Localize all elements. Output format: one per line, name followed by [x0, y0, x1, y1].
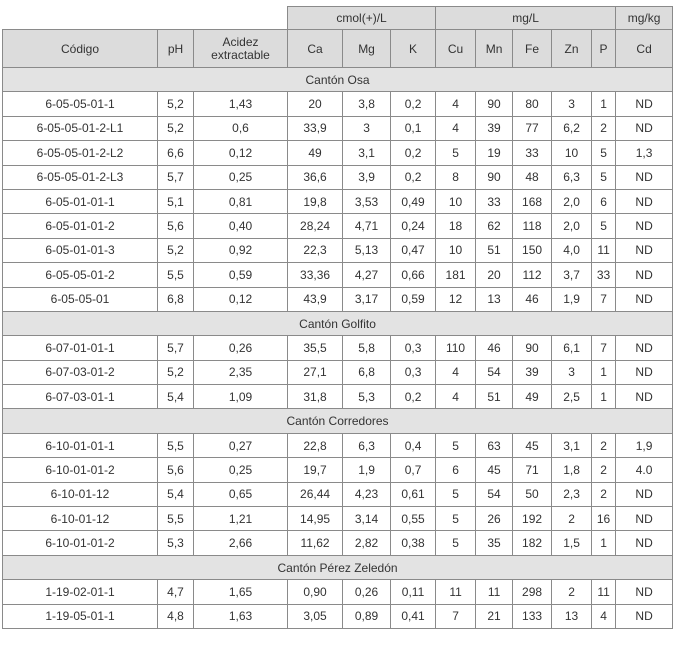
table-cell: 5,7: [158, 336, 194, 360]
table-cell: 6-05-05-01-2-L3: [3, 165, 158, 189]
table-cell: 33: [476, 189, 513, 213]
table-cell: 3: [343, 116, 391, 140]
table-cell: 1,09: [194, 385, 288, 409]
table-cell: ND: [616, 238, 673, 262]
table-cell: 0,25: [194, 165, 288, 189]
table-cell: 6-05-01-01-2: [3, 214, 158, 238]
table-cell: 7: [592, 287, 616, 311]
table-cell: 4: [436, 385, 476, 409]
table-cell: 33,9: [288, 116, 343, 140]
table-cell: 0,59: [391, 287, 436, 311]
table-cell: 10: [436, 189, 476, 213]
table-row: [3, 433, 673, 457]
table-cell: 5,8: [343, 336, 391, 360]
table-cell: 2: [592, 458, 616, 482]
col-header-mn: Mn: [476, 30, 513, 68]
col-header-k: K: [391, 30, 436, 68]
table-row: [3, 507, 673, 531]
table-row: [3, 189, 673, 213]
table-cell: 2: [592, 116, 616, 140]
table-cell: 11: [592, 580, 616, 604]
table-cell: 2: [552, 507, 592, 531]
table-cell: 0,27: [194, 433, 288, 457]
table-cell: 1,9: [616, 433, 673, 457]
table-cell: 3,17: [343, 287, 391, 311]
table-cell: 1,43: [194, 92, 288, 116]
table-cell: 28,24: [288, 214, 343, 238]
table-cell: 0,65: [194, 482, 288, 506]
table-cell: 10: [552, 141, 592, 165]
table-cell: 5,6: [158, 214, 194, 238]
table-cell: 2,66: [194, 531, 288, 555]
table-cell: 21: [476, 604, 513, 628]
col-header-cu: Cu: [436, 30, 476, 68]
table-cell: 62: [476, 214, 513, 238]
table-cell: 5,6: [158, 458, 194, 482]
table-cell: 1,5: [552, 531, 592, 555]
table-cell: 0,2: [391, 141, 436, 165]
table-cell: 31,8: [288, 385, 343, 409]
table-row: [3, 116, 673, 140]
column-header-row: [3, 30, 673, 68]
table-cell: 3,7: [552, 263, 592, 287]
table-cell: 1: [592, 92, 616, 116]
table-cell: 3,1: [552, 433, 592, 457]
table-cell: 16: [592, 507, 616, 531]
table-cell: 11: [476, 580, 513, 604]
table-cell: 3,53: [343, 189, 391, 213]
table-cell: 45: [476, 458, 513, 482]
table-cell: 90: [476, 92, 513, 116]
table-cell: 1,63: [194, 604, 288, 628]
table-cell: 3,14: [343, 507, 391, 531]
table-cell: 133: [513, 604, 552, 628]
table-cell: 5,2: [158, 360, 194, 384]
blank-corner: [3, 7, 288, 30]
table-cell: 5: [436, 482, 476, 506]
table-cell: ND: [616, 92, 673, 116]
table-cell: 0,11: [391, 580, 436, 604]
table-cell: 0,1: [391, 116, 436, 140]
group-header-cmol: cmol(+)/L: [288, 7, 436, 30]
table-cell: 5: [436, 433, 476, 457]
table-cell: 4,71: [343, 214, 391, 238]
table-cell: 36,6: [288, 165, 343, 189]
table-cell: 6-05-05-01-2-L2: [3, 141, 158, 165]
table-cell: 5: [436, 141, 476, 165]
table-cell: 20: [288, 92, 343, 116]
table-cell: 4,8: [158, 604, 194, 628]
table-cell: 49: [288, 141, 343, 165]
table-cell: 4: [436, 360, 476, 384]
table-cell: 0,25: [194, 458, 288, 482]
table-cell: 0,26: [343, 580, 391, 604]
table-cell: 0,49: [391, 189, 436, 213]
table-cell: ND: [616, 507, 673, 531]
section-title: Cantón Pérez Zeledón: [3, 555, 673, 579]
table-cell: 51: [476, 238, 513, 262]
table-cell: 33: [513, 141, 552, 165]
table-cell: ND: [616, 336, 673, 360]
table-cell: 63: [476, 433, 513, 457]
table-cell: ND: [616, 287, 673, 311]
table-cell: 5: [436, 507, 476, 531]
table-cell: 6: [436, 458, 476, 482]
table-cell: 1-19-02-01-1: [3, 580, 158, 604]
table-cell: ND: [616, 214, 673, 238]
table-row: [3, 360, 673, 384]
table-cell: 192: [513, 507, 552, 531]
table-cell: 0,47: [391, 238, 436, 262]
table-cell: 182: [513, 531, 552, 555]
table-cell: 6: [592, 189, 616, 213]
table-cell: 5,4: [158, 482, 194, 506]
table-cell: 6-05-05-01: [3, 287, 158, 311]
table-row: [3, 604, 673, 628]
table-cell: 6,8: [343, 360, 391, 384]
table-cell: 298: [513, 580, 552, 604]
table-cell: 18: [436, 214, 476, 238]
table-cell: 3,05: [288, 604, 343, 628]
col-header-mg: Mg: [343, 30, 391, 68]
table-cell: 6-05-01-01-3: [3, 238, 158, 262]
table-cell: 0,12: [194, 287, 288, 311]
table-cell: 4: [436, 92, 476, 116]
table-cell: 5,2: [158, 238, 194, 262]
section-row: [3, 555, 673, 579]
table-cell: 0,81: [194, 189, 288, 213]
table-cell: 5,3: [158, 531, 194, 555]
table-cell: 5: [592, 214, 616, 238]
table-cell: 39: [476, 116, 513, 140]
table-cell: 0,92: [194, 238, 288, 262]
table-row: [3, 214, 673, 238]
section-row: [3, 68, 673, 92]
table-cell: ND: [616, 482, 673, 506]
table-cell: 48: [513, 165, 552, 189]
table-cell: 150: [513, 238, 552, 262]
table-cell: 20: [476, 263, 513, 287]
soil-analysis-table-container: [2, 6, 661, 629]
table-cell: 4,0: [552, 238, 592, 262]
table-row: [3, 580, 673, 604]
table-cell: 11: [436, 580, 476, 604]
table-cell: 7: [436, 604, 476, 628]
table-cell: 0,6: [194, 116, 288, 140]
table-cell: 0,4: [391, 433, 436, 457]
table-cell: 6-10-01-12: [3, 507, 158, 531]
table-row: [3, 263, 673, 287]
table-cell: 4.0: [616, 458, 673, 482]
col-header-fe: Fe: [513, 30, 552, 68]
table-cell: 6-10-01-01-2: [3, 531, 158, 555]
table-cell: 6-10-01-01-1: [3, 433, 158, 457]
table-cell: 90: [476, 165, 513, 189]
table-cell: 1: [592, 385, 616, 409]
table-cell: ND: [616, 165, 673, 189]
table-cell: 0,89: [343, 604, 391, 628]
table-cell: 54: [476, 360, 513, 384]
table-cell: 5,5: [158, 263, 194, 287]
table-cell: 27,1: [288, 360, 343, 384]
table-cell: 6-07-01-01-1: [3, 336, 158, 360]
table-cell: 45: [513, 433, 552, 457]
table-cell: 35,5: [288, 336, 343, 360]
table-cell: 77: [513, 116, 552, 140]
table-cell: ND: [616, 580, 673, 604]
table-cell: 8: [436, 165, 476, 189]
table-cell: 6-05-05-01-2-L1: [3, 116, 158, 140]
table-cell: 6-05-01-01-1: [3, 189, 158, 213]
table-cell: 118: [513, 214, 552, 238]
table-cell: 3,8: [343, 92, 391, 116]
table-cell: 6-07-03-01-1: [3, 385, 158, 409]
table-cell: 2,3: [552, 482, 592, 506]
table-cell: 19: [476, 141, 513, 165]
table-row: [3, 165, 673, 189]
table-cell: 0,61: [391, 482, 436, 506]
table-cell: 11,62: [288, 531, 343, 555]
table-cell: 4,23: [343, 482, 391, 506]
table-row: [3, 531, 673, 555]
table-cell: 3: [552, 360, 592, 384]
table-cell: 5,7: [158, 165, 194, 189]
col-header-acidez: Acidez extractable: [194, 30, 288, 68]
table-cell: ND: [616, 263, 673, 287]
table-cell: 0,2: [391, 165, 436, 189]
table-cell: 6-05-05-01-2: [3, 263, 158, 287]
table-cell: 0,12: [194, 141, 288, 165]
section-title: Cantón Golfito: [3, 311, 673, 335]
table-cell: 6,3: [552, 165, 592, 189]
table-cell: 33,36: [288, 263, 343, 287]
table-cell: 1,65: [194, 580, 288, 604]
table-cell: ND: [616, 385, 673, 409]
table-cell: 5,1: [158, 189, 194, 213]
table-cell: 0,3: [391, 336, 436, 360]
table-row: [3, 336, 673, 360]
col-header-cd: Cd: [616, 30, 673, 68]
col-header-ca: Ca: [288, 30, 343, 68]
table-cell: 0,40: [194, 214, 288, 238]
table-row: [3, 141, 673, 165]
table-cell: 0,66: [391, 263, 436, 287]
table-cell: ND: [616, 360, 673, 384]
table-cell: 90: [513, 336, 552, 360]
table-cell: 1,8: [552, 458, 592, 482]
table-cell: 168: [513, 189, 552, 213]
table-cell: 49: [513, 385, 552, 409]
table-cell: 6-05-05-01-1: [3, 92, 158, 116]
table-cell: 110: [436, 336, 476, 360]
table-cell: 6,3: [343, 433, 391, 457]
section-row: [3, 409, 673, 433]
table-cell: 2,82: [343, 531, 391, 555]
table-cell: 5: [592, 165, 616, 189]
table-cell: 4,7: [158, 580, 194, 604]
table-cell: ND: [616, 531, 673, 555]
table-cell: 10: [436, 238, 476, 262]
section-title: Cantón Osa: [3, 68, 673, 92]
table-cell: 26,44: [288, 482, 343, 506]
col-header-ph: pH: [158, 30, 194, 68]
table-cell: 71: [513, 458, 552, 482]
table-cell: 0,38: [391, 531, 436, 555]
table-row: [3, 238, 673, 262]
table-cell: 50: [513, 482, 552, 506]
table-row: [3, 458, 673, 482]
table-cell: 5: [436, 531, 476, 555]
table-cell: 12: [436, 287, 476, 311]
table-cell: 80: [513, 92, 552, 116]
table-cell: 39: [513, 360, 552, 384]
table-cell: 46: [513, 287, 552, 311]
table-cell: 2: [552, 580, 592, 604]
table-cell: 2: [592, 482, 616, 506]
table-cell: 22,8: [288, 433, 343, 457]
table-cell: 6-07-03-01-2: [3, 360, 158, 384]
table-cell: 5: [592, 141, 616, 165]
table-cell: 0,2: [391, 385, 436, 409]
table-cell: 13: [476, 287, 513, 311]
table-cell: 4: [592, 604, 616, 628]
table-cell: 19,8: [288, 189, 343, 213]
table-cell: 6-10-01-01-2: [3, 458, 158, 482]
table-cell: 1,9: [552, 287, 592, 311]
table-cell: 2,0: [552, 189, 592, 213]
table-cell: 1-19-05-01-1: [3, 604, 158, 628]
table-cell: 1: [592, 360, 616, 384]
table-cell: 0,24: [391, 214, 436, 238]
table-cell: 2,0: [552, 214, 592, 238]
table-cell: 0,7: [391, 458, 436, 482]
table-cell: 181: [436, 263, 476, 287]
table-cell: 26: [476, 507, 513, 531]
table-cell: 0,90: [288, 580, 343, 604]
table-cell: 0,41: [391, 604, 436, 628]
table-cell: 43,9: [288, 287, 343, 311]
table-row: [3, 92, 673, 116]
table-cell: 6,8: [158, 287, 194, 311]
soil-analysis-table: [2, 6, 673, 629]
table-body: [3, 68, 673, 629]
table-cell: 5,2: [158, 92, 194, 116]
table-cell: 19,7: [288, 458, 343, 482]
table-cell: 5,5: [158, 507, 194, 531]
table-cell: 11: [592, 238, 616, 262]
table-cell: 1: [592, 531, 616, 555]
table-cell: 6,1: [552, 336, 592, 360]
table-cell: 0,26: [194, 336, 288, 360]
table-cell: 3: [552, 92, 592, 116]
table-row: [3, 385, 673, 409]
table-cell: 0,3: [391, 360, 436, 384]
table-cell: 5,13: [343, 238, 391, 262]
table-cell: 3,1: [343, 141, 391, 165]
table-cell: 7: [592, 336, 616, 360]
table-cell: 5,2: [158, 116, 194, 140]
table-cell: 5,3: [343, 385, 391, 409]
table-cell: 33: [592, 263, 616, 287]
table-cell: ND: [616, 604, 673, 628]
table-cell: 14,95: [288, 507, 343, 531]
table-cell: 6-10-01-12: [3, 482, 158, 506]
table-cell: 13: [552, 604, 592, 628]
table-cell: 2,35: [194, 360, 288, 384]
table-cell: 4,27: [343, 263, 391, 287]
group-header-mgl: mg/L: [436, 7, 616, 30]
table-cell: 35: [476, 531, 513, 555]
table-cell: 0,55: [391, 507, 436, 531]
col-header-p: P: [592, 30, 616, 68]
table-cell: 2,5: [552, 385, 592, 409]
table-cell: 4: [436, 116, 476, 140]
table-cell: 46: [476, 336, 513, 360]
table-row: [3, 482, 673, 506]
table-cell: 0,59: [194, 263, 288, 287]
table-cell: 54: [476, 482, 513, 506]
table-cell: 1,21: [194, 507, 288, 531]
table-cell: 0,2: [391, 92, 436, 116]
table-cell: 6,2: [552, 116, 592, 140]
group-header-row: [3, 7, 673, 30]
table-cell: 22,3: [288, 238, 343, 262]
table-row: [3, 287, 673, 311]
section-row: [3, 311, 673, 335]
table-cell: 1,3: [616, 141, 673, 165]
group-header-mgkg: mg/kg: [616, 7, 673, 30]
table-cell: 1,9: [343, 458, 391, 482]
table-cell: 5,4: [158, 385, 194, 409]
table-cell: 5,5: [158, 433, 194, 457]
col-header-zn: Zn: [552, 30, 592, 68]
table-cell: ND: [616, 189, 673, 213]
table-cell: 51: [476, 385, 513, 409]
section-title: Cantón Corredores: [3, 409, 673, 433]
table-cell: 2: [592, 433, 616, 457]
table-cell: ND: [616, 116, 673, 140]
table-cell: 112: [513, 263, 552, 287]
table-cell: 6,6: [158, 141, 194, 165]
table-cell: 3,9: [343, 165, 391, 189]
col-header-codigo: Código: [3, 30, 158, 68]
